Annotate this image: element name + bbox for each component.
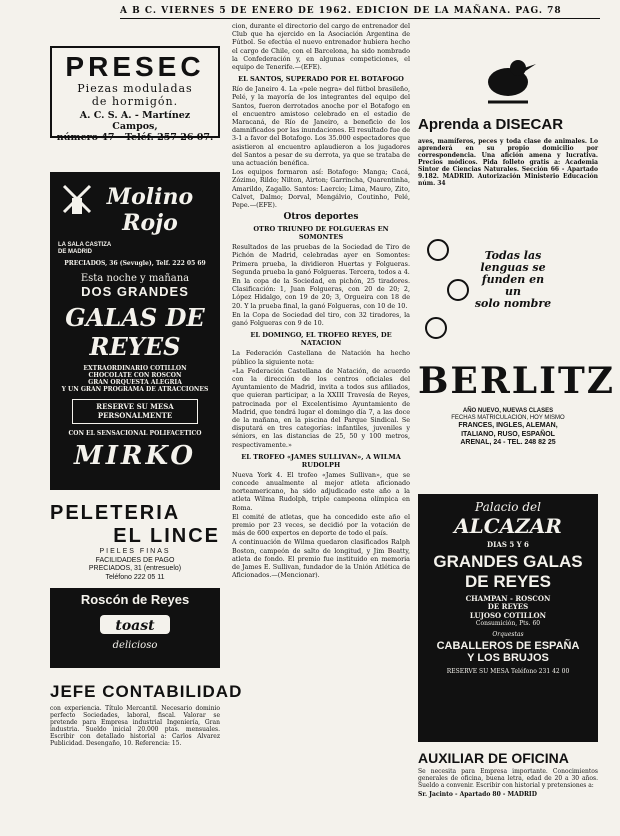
berlitz-line-1: AÑO NUEVO, NUEVAS CLASES — [462, 408, 554, 414]
alcazar-line-3: LUJOSO COTILLON — [469, 610, 547, 620]
headline-otros: Otros deportes — [283, 212, 359, 223]
alcazar-galas: GRANDES GALAS — [433, 551, 583, 571]
presec-ad — [50, 46, 220, 143]
presec-addr-2: número 47 - Teléf. 257 26 07. — [56, 132, 214, 143]
roscon-ad — [50, 588, 220, 668]
left-column — [50, 46, 243, 747]
berlitz-line-2: FECHAS MATRICULACION, HOY MISMO — [451, 415, 565, 421]
molino-reserve-2: PERSONALMENTE — [97, 410, 173, 420]
presec-desc-2: de hormigón. — [91, 95, 179, 108]
peleteria-line-1: PIELES FINAS — [99, 548, 171, 555]
auxiliar-title: AUXILIAR DE OFICINA — [418, 750, 569, 766]
molino-star: MIRKO — [73, 441, 197, 472]
presec-desc-1: Piezas moduladas — [77, 82, 193, 95]
alcazar-script: Palacio del — [475, 500, 541, 514]
molino-extra-1: EXTRAORDINARIO COTILLON — [83, 365, 187, 372]
molino-sensational: CON EL SENSACIONAL POLIFACETICO — [68, 430, 202, 438]
berlitz-slogan-2: lenguas se — [480, 261, 546, 274]
berlitz-lines — [418, 408, 598, 448]
alcazar-line-4: Consumición, Pts. 60 — [475, 620, 541, 628]
berlitz-slogan-3: funden en un — [481, 273, 545, 298]
peleteria-line-3: PRECIADOS, 31 (entresuelo) — [88, 565, 182, 573]
molino-extra-3: GRAN ORQUESTA ALEGRIA — [88, 379, 182, 386]
molino-reserve-box — [72, 399, 198, 424]
berlitz-line-5: ARENAL, 24 - TEL. 248 82 25 — [460, 439, 556, 447]
auxiliar-body: Se necesita para Empresa importante. Conocimientos generales de oficina, buena letra, edad de 20 a 30 años. Sueldo a convenir. Escribir con historial y pretensiones a: — [418, 768, 598, 789]
article-natacion-2: «La Federación Castellana de Natación, de acuerdo con la dirección de los centros oficiales del Ayuntamiento de Madrid, invita a todos sus afiliados, que quieran participar, a la XXIII Travesía de Reyes, patrocinada por el Excelentísimo Ayuntamiento de Madrid, que tendrá lugar el domingo día 7, a las doce de la mañana, en la piscina del Parque Sindical. Se disputará en tres categorías: infantiles, juveniles y séniors, en las distancias de 25, 50 y 100 metros, respectivamente.» — [232, 366, 410, 449]
peleteria-line-4: Teléfono 222 05 11 — [105, 573, 165, 581]
bird-icon — [478, 50, 538, 114]
peleteria-ad — [50, 502, 220, 581]
article-natacion-1: La Federación Castellana de Natación ha hecho público la siguiente nota: — [232, 349, 410, 366]
berlitz-slogan-1: Todas las — [484, 249, 542, 262]
contabilidad-body: con experiencia. Título Mercantil. Necesario dominio perfecto Sociedades, laboral, fiscal. Valorar se pretende para Empresa industrial Ingeniería, Gran industria. Sueldo inicial 20.000 ptas. mensuales. Escribir con detallado historial a: Carlos Alvarez Publicidad. Desengaño, 10. Referencia: 15. — [50, 705, 220, 747]
molino-galas-2: REYES — [89, 332, 181, 361]
alcazar-line-8: RESERVE SU MESA Teléfono 231 42 00 — [446, 668, 570, 676]
disecar-body: aves, mamíferos, peces y toda clase de animales. Lo aprenderá en su propio domicilio por correspondencia. Una afición amena y lucrativa. Precios módicos. Pida folleto gratis a: Academia Sintor de Ciencias Naturales. Sección 66 - Apartado 9.182. MADRID. Autorización Ministerio Educación núm. 34 — [418, 138, 598, 187]
berlitz-line-3: FRANCES, INGLES, ALEMAN, — [458, 422, 558, 429]
molino-brand-1: Molino — [106, 184, 194, 210]
article-folgueras-3: En la Copa de Sociedad del tiro, con 32 tiradores, la ganó Folgueras con 9 de 10. — [232, 310, 410, 328]
article-folgueras-1: Resultados de las pruebas de la Sociedad de Tiro de Pichón de Madrid, celebradas ayer en Somontes: Primera prueba, la dividieron Huertas y Folgueras. Segunda prueba la ganó Folgueras. Tercera, todos a 4. — [232, 243, 410, 276]
alcazar-line-7: Y LOS BRUJOS — [467, 652, 549, 665]
molino-line-1: LA SALA CASTIZA — [58, 242, 112, 248]
headline-natacion: EL DOMINGO, EL TROFEO REYES, DE NATACION — [250, 331, 392, 348]
molino-brand-2: Rojo — [122, 210, 178, 236]
molino-reserve-1: RESERVE SU MESA — [96, 402, 174, 411]
alcazar-reyes: DE REYES — [465, 571, 551, 591]
auxiliar-addr: Sr. Jacinto - Apartado 80 - MADRID — [418, 791, 537, 798]
presec-addr-1: A. C. S. A. - Martínez Campos, — [79, 110, 191, 132]
berlitz-slogan-4: solo nombre — [474, 297, 552, 310]
berlitz-ad — [418, 230, 616, 480]
windmill-icon — [60, 182, 94, 216]
alcazar-line-6: CABALLEROS DE ESPAÑA — [436, 640, 580, 653]
alcazar-line-2: DE REYES — [487, 602, 529, 612]
berlitz-line-4: ITALIANO, RUSO, ESPAÑOL — [461, 430, 555, 438]
article-sullivan-1: Nueva York 4. El trofeo «James Sullivan», que se concede anualmente al mejor atleta aficionado norteamericano, ha sido adjudicado este año a la atleta Wilma Rudolph, triple campeona olímpica en Roma. — [232, 470, 410, 512]
peleteria-line-2: FACILIDADES DE PAGO — [95, 556, 175, 564]
auxiliar-ad — [418, 750, 598, 798]
molino-extra-2: CHOCOLATE CON ROSCON — [88, 372, 182, 379]
contabilidad-title: JEFE CONTABILIDAD — [50, 682, 243, 701]
headline-sullivan: EL TROFEO «JAMES SULLIVAN», A WILMA RUDOLPH — [241, 452, 401, 469]
molino-dos: DOS GRANDES — [81, 284, 189, 299]
article-santos-2: Los equipos formaron así: Botafogo: Manga; Cacá, Zózimo, Rildo; Nilton, Airton; Garrincha, Quarentinha, Amarildo, Zagallo. Santos: Laercio; Lima, Mauro, Zito, Calvet, Dalmo; Dorval, Mengálvio, Coutinho, Pelé, Pepe.—(EFE). — [232, 168, 410, 210]
contabilidad-ad — [50, 682, 243, 747]
roscon-title: Roscón de Reyes — [80, 592, 190, 607]
berlitz-name: BERLITZ — [418, 360, 616, 402]
header-rule — [120, 18, 600, 19]
disecar-ad — [418, 50, 598, 230]
article-sullivan-3: A continuación de Wilma quedaron clasificados Ralph Boston, campeón de salto de longitud, y Jim Beatty, atleta de fondo. El premio fue instituido en memoria de James E. Sullivan, fundador de la Unión Atlética de Aficionados.—(Mencionar). — [232, 538, 410, 580]
alcazar-name: ALCAZAR — [454, 514, 562, 538]
disecar-title: Aprenda a DISECAR — [418, 116, 564, 133]
peleteria-name-2: EL LINCE — [113, 525, 220, 547]
berlitz-slogan — [473, 250, 553, 310]
presec-name: PRESEC — [65, 51, 205, 82]
peleteria-name-1: PELETERIA — [50, 502, 181, 524]
molino-addr: PRECIADOS, 36 (Sevugle), Telf. 222 05 69 — [64, 260, 206, 267]
molino-extra-4: Y UN GRAN PROGRAMA DE ATRACCIONES — [61, 386, 209, 393]
roscon-brand-box — [100, 615, 170, 634]
article-sullivan-2: El comité de atletas, que ha concedido este año el premio por 23 veces, se decidió por la votación de más de 600 expertos en deporte de todo el país. — [232, 512, 410, 538]
alcazar-dias: DIAS 5 Y 6 — [487, 540, 529, 549]
molino-intro: Esta noche y mañana — [80, 273, 190, 284]
article-intro: cion, durante el directorio del cargo de entrenador del Club que ha ejercido en la Asociación Argentina de Fútbol. Se efectúa el nuevo entrenador hubiera hecho el cargo de Chile, con el Barcelona, ha sido nombrado la Confederación y, en algunas competiciones, el equipo de Tenerife.—(EFE). — [232, 22, 410, 72]
article-folgueras-2: En la copa de la Sociedad, en pichón, 25 tiradores. Clasificación: 1, Juan Folgueras, con 20 de 20; 2, López Hidalgo, con 19 de 20; 3, Orgueira con 18 de 20. Y la prueba final, la ganó Folgueras, con 10 de 10. — [232, 277, 410, 310]
headline-santos: EL SANTOS, SUPERADO POR EL BOTAFOGO — [238, 75, 404, 84]
molino-line-2: DE MADRID — [58, 249, 92, 255]
page-header: A B C. VIERNES 5 DE ENERO DE 1962. EDICION DE LA MAÑANA. PAG. 78 — [120, 6, 562, 16]
alcazar-line-5: Orquestas — [492, 631, 524, 639]
roscon-tag: delicioso — [112, 640, 158, 651]
molino-rojo-ad — [50, 172, 220, 490]
children-illustration-icon — [418, 230, 478, 350]
molino-galas-1: GALAS DE — [65, 303, 205, 332]
right-column — [418, 50, 616, 798]
middle-column — [232, 22, 410, 580]
headline-folgueras: OTRO TRIUNFO DE FOLGUERAS EN SOMONTES — [253, 225, 389, 242]
roscon-brand: toast — [115, 618, 155, 634]
article-santos-1: Río de Janeiro 4. La «pele negra» del fútbol brasileño, Pelé, y la mayoría de los integrantes del equipo del Santos, fueron derrotados anoche por el Botafogo en el encuentro amistoso celebrado en el estadio de Maracaná, de Río de Janeiro, a beneficio de los damnificados por las inundaciones. El resultado fue de 3-1 a favor del Botafogo. Los 35.000 espectadores que asistieron al encuentro aplaudieron a los jugadores del Santos a pesar de su derrota, ya que se trataba de una actuación benéfica. — [232, 85, 410, 168]
alcazar-ad — [418, 494, 598, 742]
alcazar-line-1: CHAMPAN - ROSCON — [465, 593, 551, 603]
